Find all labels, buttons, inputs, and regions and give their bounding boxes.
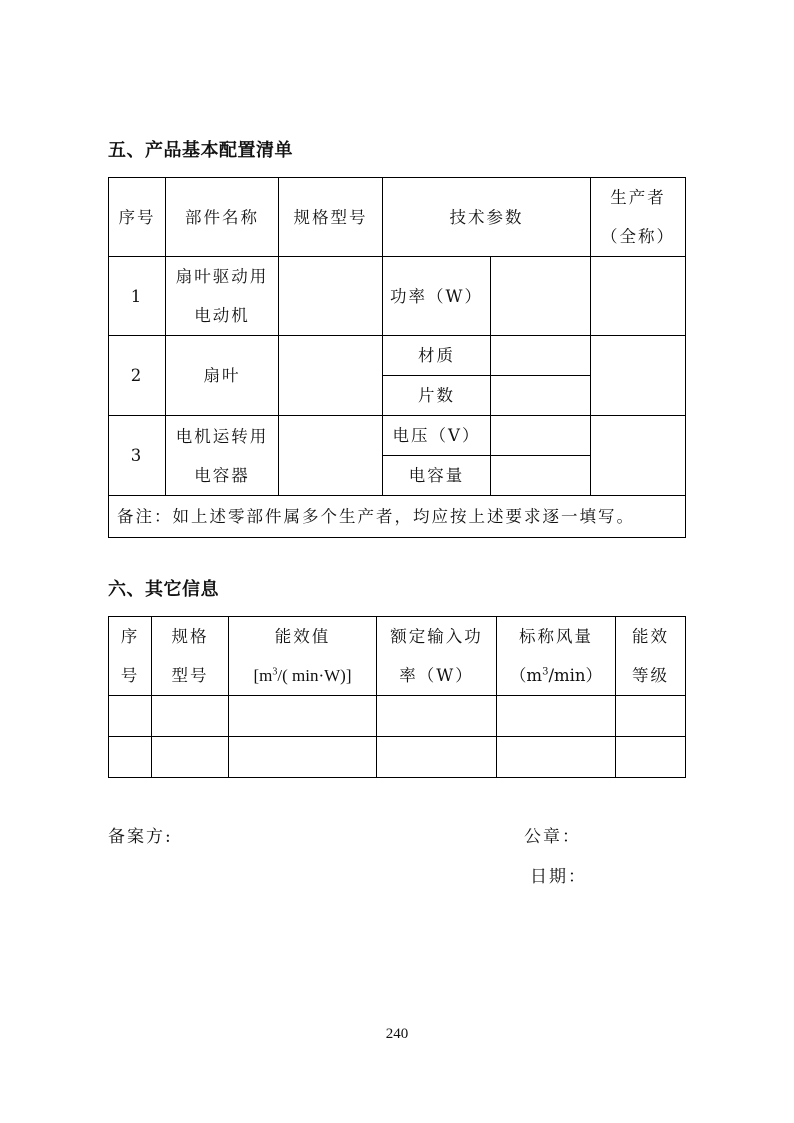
blank-cell[interactable] [229,696,377,737]
header-seq-line1: 序 [120,627,140,646]
row1-param-value-cell[interactable] [491,257,591,336]
blank-cell[interactable] [109,737,152,778]
header-model-line2: 型号 [171,666,209,685]
table-header-row [109,178,686,257]
table-row [109,257,686,336]
row2-part: 扇叶 [166,336,279,416]
table-row [109,416,686,456]
row1-part-line1: 扇叶驱动用 [175,267,269,286]
header-manufacturer [591,178,686,257]
seal-label: 公章： [524,827,581,847]
header-seq-line2: 号 [120,666,140,685]
header-model [152,617,229,696]
table-row [109,737,686,778]
blank-cell[interactable] [616,696,686,737]
header-airflow-line1: 标称风量 [519,627,593,646]
other-info-table [108,616,686,778]
header-airflow-unit [497,656,615,695]
header-efficiency-grade [616,617,686,696]
table-note: 备注：如上述零部件属多个生产者，均应按上述要求逐一填写。 [109,496,686,538]
row2-param-material: 材质 [383,336,491,376]
blank-cell[interactable] [109,696,152,737]
table-header-row [109,617,686,696]
date-label: 日期： [530,867,587,887]
header-airflow [497,617,616,696]
row1-part-line2: 电动机 [194,306,250,325]
row1-param-label: 功率（W） [383,257,491,336]
row3-part-line1: 电机运转用 [175,426,269,446]
blank-cell[interactable] [377,737,497,778]
blank-cell[interactable] [497,737,616,778]
table-note-row [109,496,686,538]
section6-heading: 六、其它信息 [108,579,219,600]
blank-cell[interactable] [377,696,497,737]
blank-cell[interactable] [229,737,377,778]
header-part-name: 部件名称 [166,178,279,257]
air-unit-b: /min） [548,666,603,685]
blank-cell[interactable] [616,737,686,778]
row2-param-count: 片数 [383,376,491,416]
eff-unit-a: [m [253,666,273,685]
row2-material-value-cell[interactable] [491,336,591,376]
row3-voltage-value-cell[interactable] [491,416,591,456]
header-seq [109,617,152,696]
product-config-table [108,177,686,538]
eff-unit-b: /( min·W)] [277,666,352,685]
row3-param-voltage: 电压（V） [383,416,491,456]
table-row [109,696,686,737]
header-efficiency-value [229,617,377,696]
row3-part-line2: 电容器 [194,465,250,485]
row3-seq: 3 [109,416,166,496]
header-rated-power [377,617,497,696]
table-row [109,336,686,376]
header-model: 规格型号 [279,178,383,257]
row3-capacitance-value-cell[interactable] [491,456,591,496]
header-rated-power-line2: 率（W） [399,666,474,685]
header-model-line1: 规格 [171,627,209,646]
row2-seq: 2 [109,336,166,416]
header-seq: 序号 [109,178,166,257]
header-tech-params: 技术参数 [383,178,591,257]
header-grade-line2: 等级 [632,666,669,685]
row1-part [166,257,279,336]
row2-manufacturer-cell[interactable] [591,336,686,416]
filer-label: 备案方: [108,827,173,847]
row1-seq: 1 [109,257,166,336]
blank-cell[interactable] [152,737,229,778]
row3-param-capacitance: 电容量 [383,456,491,496]
air-unit-a: （m [509,666,543,685]
header-manufacturer-line1: 生产者 [610,188,666,207]
air-unit-sup: 3 [542,666,549,678]
eff-unit-sup: 3 [272,666,278,678]
header-rated-power-line1: 额定输入功 [390,627,483,646]
blank-cell[interactable] [497,696,616,737]
blank-cell[interactable] [152,696,229,737]
header-manufacturer-line2: （全称） [601,227,675,246]
header-grade-line1: 能效 [632,627,669,646]
header-efficiency-unit [229,656,376,695]
row3-manufacturer-cell[interactable] [591,416,686,496]
header-efficiency-line1: 能效值 [274,627,331,646]
page-number: 240 [385,1026,409,1042]
row1-manufacturer-cell[interactable] [591,257,686,336]
row3-model-cell[interactable] [279,416,383,496]
section5-heading: 五、产品基本配置清单 [108,140,293,161]
row1-model-cell[interactable] [279,257,383,336]
row2-count-value-cell[interactable] [491,376,591,416]
row2-model-cell[interactable] [279,336,383,416]
row3-part [166,416,279,496]
